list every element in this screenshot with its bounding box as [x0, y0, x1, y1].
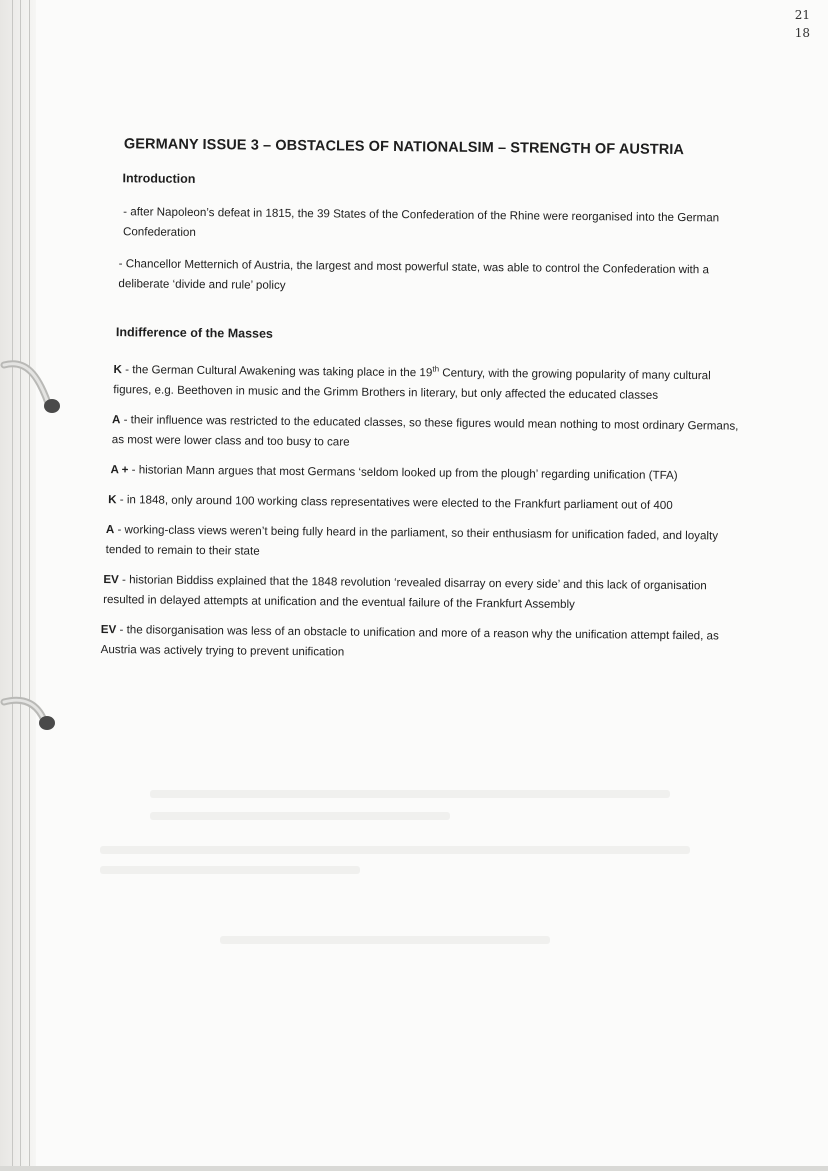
point-label: EV — [103, 572, 119, 587]
knowledge-point — [108, 490, 740, 517]
point-label: A — [111, 412, 121, 427]
point-label: A — [105, 522, 115, 536]
binder-line — [12, 0, 13, 1166]
evaluation-point — [101, 620, 739, 667]
point-label: K — [108, 492, 117, 507]
evaluation-point — [103, 570, 739, 617]
analysis-point — [112, 410, 741, 457]
binder-ring-icon — [0, 690, 70, 750]
page-title: GERMANY ISSUE 3 – OBSTACLES OF NATIONALSIM – STRENGTH OF AUSTRIA — [123, 136, 685, 159]
point-text: - the disorganisation was less of an obstacle to unification and more of a reason why the unification attempt failed, as Austria was actively trying to prevent unification — [100, 623, 719, 659]
document-body — [98, 136, 744, 677]
binder-line — [29, 0, 30, 1166]
show-through — [100, 846, 690, 854]
point-label: EV — [100, 622, 117, 637]
analysis-point — [106, 520, 740, 567]
handwritten-note — [795, 6, 810, 42]
show-through — [150, 790, 670, 798]
point-text: - their influence was restricted to the educated classes, so these figures would mean nothing to most ordinary Germans, as most were lower class and too busy to care — [111, 413, 739, 449]
intro-point: - after Napoleon’s defeat in 1815, the 39 States of the Confederation of the Rhine were reorganised into the German Confederation — [122, 205, 720, 239]
analysis-plus-point — [110, 460, 740, 487]
point-label: A + — [110, 462, 129, 477]
point-text: - historian Biddiss explained that the 1848 revolution ‘revealed disarray on every side’ and this lack of organisation resulted in delayed attempts at unification and the eventual failure of the Frankfurt Assembly — [103, 573, 707, 611]
show-through — [100, 866, 360, 874]
binder-line — [20, 0, 21, 1166]
knowledge-point — [113, 356, 741, 406]
point-text: - working-class views weren’t being fully heard in the parliament, so their enthusiasm for unification faded, and loyalty tended to remain to their state — [105, 522, 719, 558]
handwritten-note-line: 21 — [794, 8, 810, 22]
point-text: - in 1848, only around 100 working class representatives were elected to the Frankfurt parliament out of 400 — [116, 493, 673, 512]
point-text: - the German Cultural Awakening was taking place in the 19 — [121, 363, 433, 380]
binder-edge — [0, 0, 36, 1166]
point-label: K — [113, 362, 122, 377]
section-heading-introduction: Introduction — [122, 171, 196, 186]
handwritten-note-line: 18 — [794, 26, 810, 40]
intro-point: - Chancellor Metternich of Austria, the largest and most powerful state, was able to control the Confederation with a deliberate ‘divide and rule’ policy — [118, 257, 710, 292]
section-heading-indifference: Indifference of the Masses — [115, 325, 274, 341]
show-through — [220, 936, 550, 944]
point-superscript: th — [432, 364, 440, 374]
binder-ring-icon — [0, 355, 70, 425]
show-through — [150, 812, 450, 820]
point-text: Century, with the growing popularity of many cultural figures, e.g. Beethoven in music and the Grimm Brothers in literary, but only affected the educated classes — [113, 366, 711, 402]
point-text: - historian Mann argues that most Germans ‘seldom looked up from the plough’ regarding unification (TFA) — [128, 463, 678, 482]
